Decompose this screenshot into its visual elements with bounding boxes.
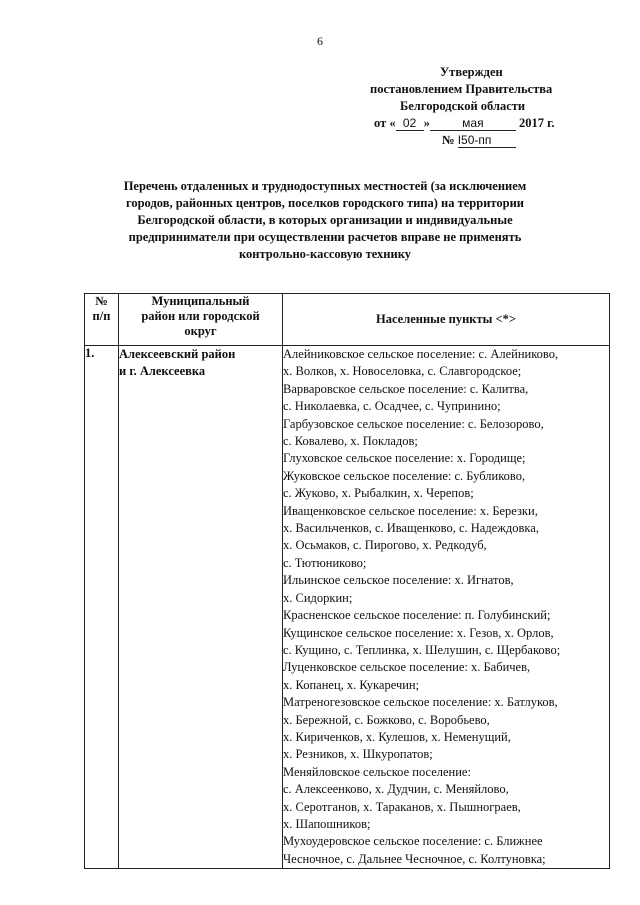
document-title xyxy=(100,178,550,263)
number-value: I50-пп xyxy=(458,134,516,148)
row-district xyxy=(119,346,283,869)
place-line: х. Резников, х. Шкуропатов; xyxy=(283,747,433,762)
date-day: 02 xyxy=(396,117,424,131)
approval-date xyxy=(360,115,560,132)
header-number-sign: № xyxy=(95,294,108,308)
district-line: и г. Алексеевка xyxy=(119,364,206,378)
place-line: Матреногезовское сельское поселение: х. Батлуков, xyxy=(283,695,558,710)
place-line: х. Сидоркин; xyxy=(283,590,353,605)
place-line: х. Серотганов, х. Тараканов, х. Пышнограев, xyxy=(283,799,521,814)
table-header-row xyxy=(85,294,610,346)
table-row xyxy=(85,346,610,869)
place-line: Ильинское сельское поселение: х. Игнатов, xyxy=(283,573,514,588)
place-line: Жуковское сельское поселение: с. Бубликово, xyxy=(283,468,526,483)
date-year: 2017 г. xyxy=(518,116,555,130)
place-line: х. Васильченков, с. Иващенково, с. Надеждовка, xyxy=(283,521,539,536)
place-line: с. Ковалево, х. Покладов; xyxy=(283,434,418,449)
approval-by-decree: постановлением Правительства xyxy=(370,82,553,96)
localities-table xyxy=(84,293,610,869)
header-district-line: Муниципальный xyxy=(151,294,250,308)
district-line: Алексеевский район xyxy=(119,347,236,361)
title-line: Перечень отдаленных и труднодоступных местностей (за исключением xyxy=(123,179,527,193)
place-line: с. Кущино, с. Теплинка, х. Шелушин, с. Щербаково; xyxy=(283,642,561,657)
row-places xyxy=(283,346,610,869)
title-line: Белгородской области, в которых организации и индивидуальные xyxy=(137,213,513,227)
date-month: мая xyxy=(430,117,516,131)
place-line: Алейниковское сельское поселение: с. Алейниково, xyxy=(283,347,559,361)
title-line: предприниматели при осуществлении расчетов вправе не применять xyxy=(128,230,522,244)
place-line: с. Жуково, х. Рыбалкин, х. Черепов; xyxy=(283,486,474,501)
number-prefix: № xyxy=(442,133,455,147)
title-line: контрольно-кассовую технику xyxy=(239,247,411,261)
date-mid: » xyxy=(423,116,430,130)
header-places: Населенные пункты <*> xyxy=(283,294,610,346)
place-line: х. Копанец, х. Кукаречин; xyxy=(283,677,420,692)
place-line: х. Бережной, с. Божково, с. Воробьево, xyxy=(283,712,490,727)
place-line: х. Волков, х. Новоселовка, с. Славгородское; xyxy=(283,364,522,379)
place-line: Глуховское сельское поселение: х. Городище; xyxy=(283,451,526,466)
place-line: Мухоудеровское сельское поселение: с. Ближнее xyxy=(283,834,543,849)
place-line: Варваровское сельское поселение: с. Калитва, xyxy=(283,381,529,396)
place-line: х. Шапошников; xyxy=(283,816,371,831)
approval-block xyxy=(360,64,560,149)
row-number: 1. xyxy=(85,346,119,869)
header-district-line: район или городской xyxy=(141,309,260,323)
place-line: Чесночное, с. Дальнее Чесночное, с. Колтуновка; xyxy=(283,851,546,866)
approval-number xyxy=(360,132,560,149)
place-line: Красненское сельское поселение: п. Голубинский; xyxy=(283,608,551,623)
place-line: Меняйловское сельское поселение: xyxy=(283,764,471,779)
place-line: Луценковское сельское поселение: х. Бабичев, xyxy=(283,660,531,675)
place-line: Иващенковское сельское поселение: х. Березки, xyxy=(283,503,538,518)
place-line: Кущинское сельское поселение: х. Гезов, х. Орлов, xyxy=(283,625,554,640)
place-line: с. Тютюниково; xyxy=(283,555,367,570)
page-number: 6 xyxy=(317,34,323,48)
header-district-line: округ xyxy=(184,324,217,338)
header-number xyxy=(85,294,119,346)
approval-heading: Утвержден xyxy=(440,65,503,79)
header-number-abbr: п/п xyxy=(92,309,111,323)
date-prefix: от « xyxy=(374,116,396,130)
place-line: х. Кириченков, х. Кулешов, х. Неменущий, xyxy=(283,729,511,744)
place-line: Гарбузовское сельское поселение: с. Белозорово, xyxy=(283,416,544,431)
approval-region: Белгородской области xyxy=(400,99,526,113)
header-district xyxy=(119,294,283,346)
place-line: с. Николаевка, с. Осадчее, с. Чупринино; xyxy=(283,399,501,414)
title-line: городов, районных центров, поселков городского типа) на территории xyxy=(125,196,524,210)
place-line: х. Осьмаков, с. Пирогово, х. Редкодуб, xyxy=(283,538,487,553)
place-line: с. Алексеенково, х. Дудчин, с. Меняйлово, xyxy=(283,782,509,797)
